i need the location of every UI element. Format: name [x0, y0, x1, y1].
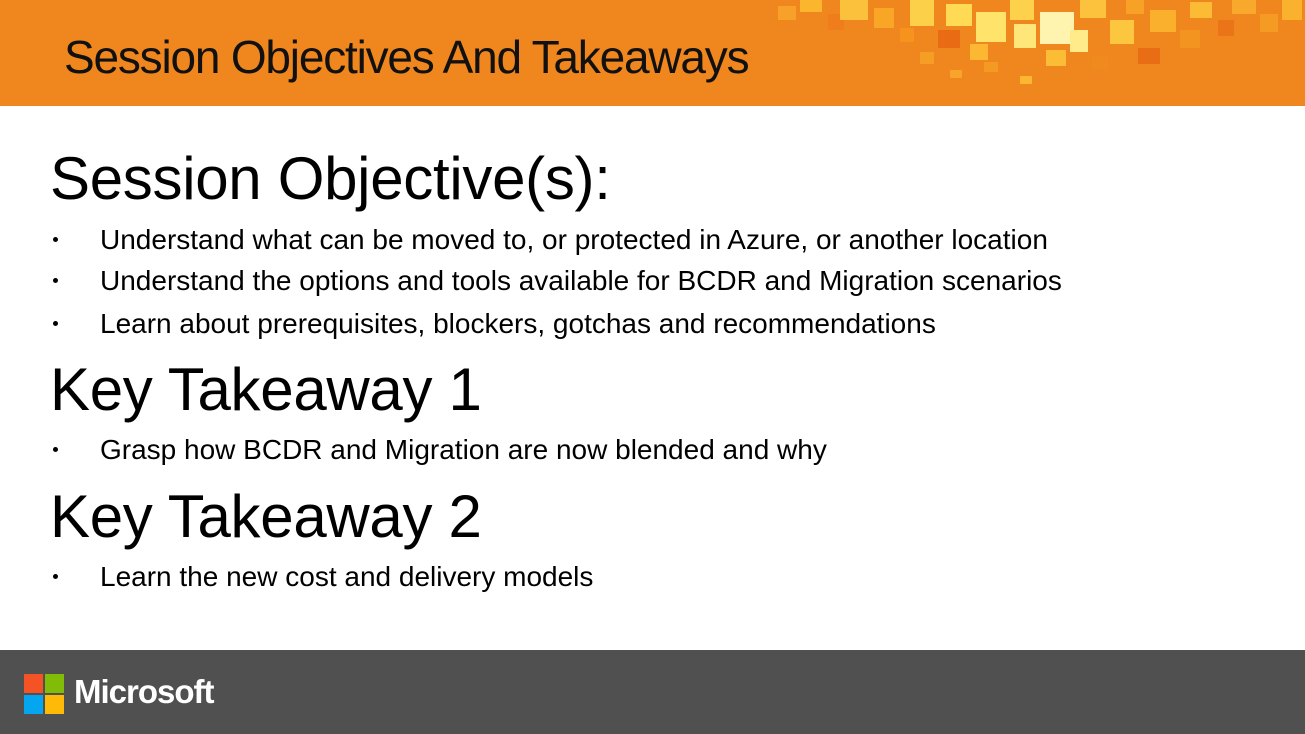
bullet-text: Learn about prerequisites, blockers, gotchas and recommendations	[100, 308, 936, 339]
footer-bar	[0, 650, 1305, 734]
bullet-text: Understand the options and tools available for BCDR and Migration scenarios	[100, 265, 1062, 296]
bullet-dot-icon	[53, 574, 58, 579]
section-heading-takeaway-2: Key Takeaway 2	[50, 483, 482, 550]
bullet-dot-icon	[53, 447, 58, 452]
slide-content	[0, 106, 1305, 650]
microsoft-wordmark: Microsoft	[74, 673, 214, 710]
header-mosaic-decoration	[770, 0, 1305, 106]
header-bar	[0, 0, 1305, 106]
bullet-text: Learn the new cost and delivery models	[100, 561, 594, 592]
bullet-dot-icon	[53, 278, 58, 283]
microsoft-logo-icon	[24, 674, 64, 714]
section-heading-objectives: Session Objective(s):	[50, 145, 611, 212]
bullet-dot-icon	[53, 321, 58, 326]
section-heading-takeaway-1: Key Takeaway 1	[50, 356, 482, 423]
bullet-text: Grasp how BCDR and Migration are now blended and why	[100, 434, 827, 465]
bullet-text: Understand what can be moved to, or protected in Azure, or another location	[100, 224, 1048, 255]
bullet-dot-icon	[53, 237, 58, 242]
slide-title: Session Objectives And Takeaways	[64, 31, 749, 83]
